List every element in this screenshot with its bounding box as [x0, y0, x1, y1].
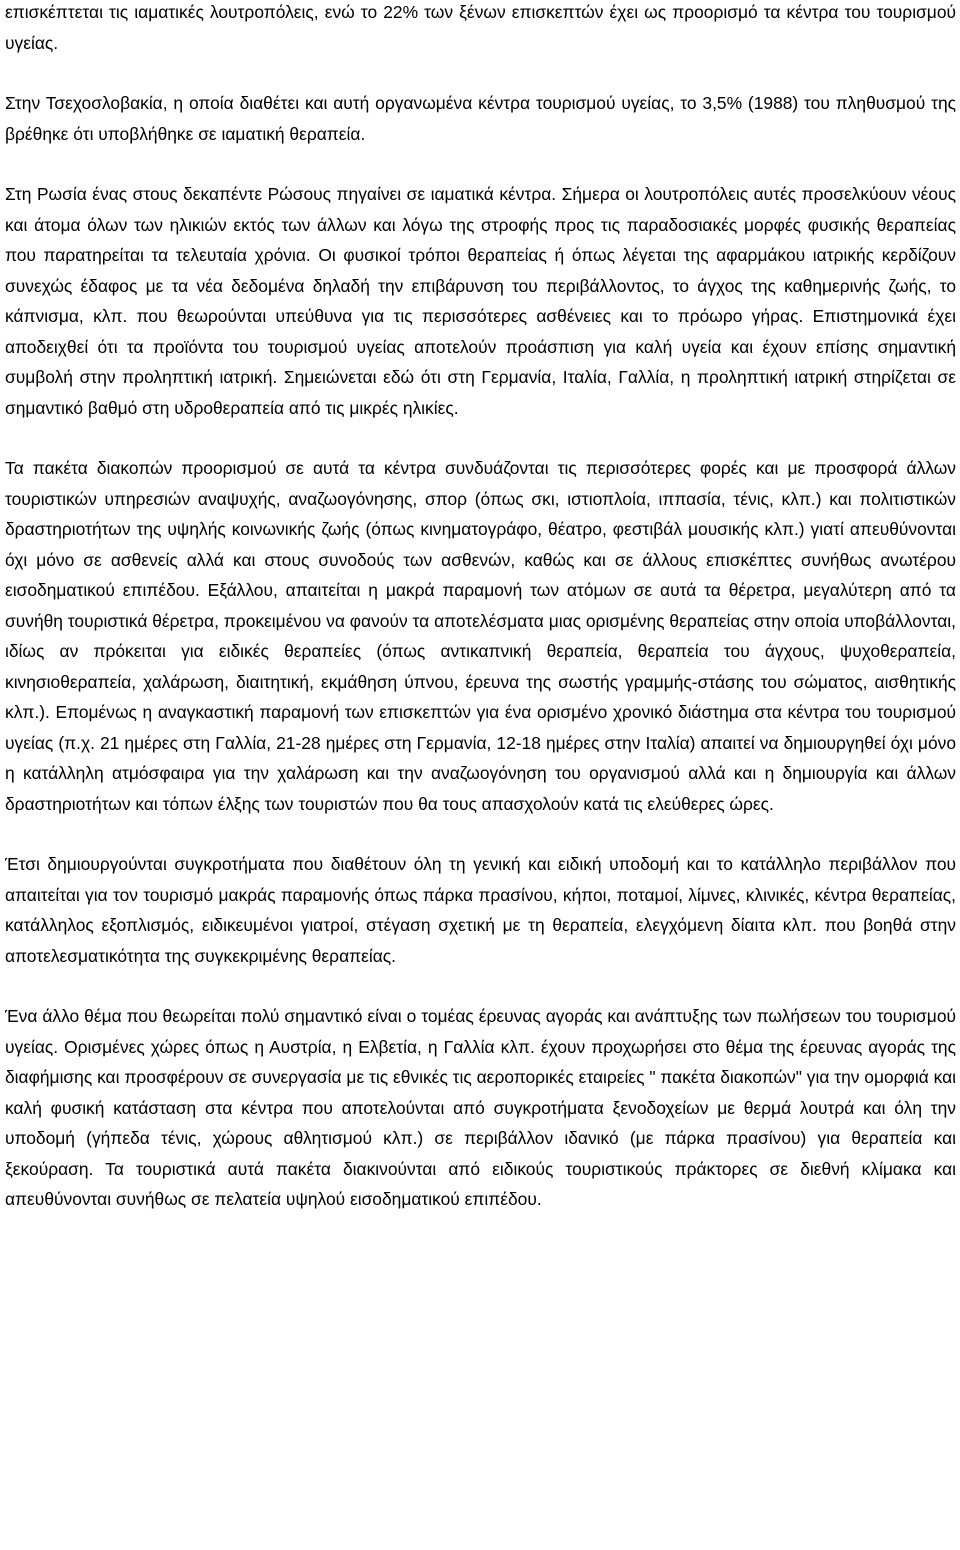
- paragraph-5: Έτσι δημιουργούνται συγκροτήματα που διαθέτουν όλη τη γενική και ειδική υποδομή και το κατάλληλο περιβάλλον που απαιτείται για τον τουρισμό μακράς παραμονής όπως πάρκα πρασίνου, κήποι, ποταμοί, λίμνες, κλινικές, κέντρα θεραπείας, κατάλληλος εξοπλισμός, ειδικευμένοι γιατροί, στέγαση σχετική με τη θεραπεία, ελεγχόμενη δίαιτα κλπ. που βοηθά στην αποτελεσματικότητα της συγκεκριμένης θεραπείας.: [5, 854, 956, 966]
- paragraph-1: επισκέπτεται τις ιαματικές λουτροπόλεις, ενώ το 22% των ξένων επισκεπτών έχει ως προορισμό τα κέντρα του τουρισμού υγείας.: [5, 2, 956, 53]
- paragraph-4: Τα πακέτα διακοπών προορισμού σε αυτά τα κέντρα συνδυάζονται τις περισσότερες φορές και με προσφορά άλλων τουριστικών υπηρεσιών αναψυχής, αναζωογόνησης, σπορ (όπως σκι, ιστιοπλοία, ιππασία, τένις, κλπ.) και πολιτιστικών δραστηριοτήτων της υψηλής κοινωνικής ζωής (όπως κινηματογράφο, θέατρο, φεστιβάλ μουσικής κλπ.) γιατί απευθύνονται όχι μόνο σε ασθενείς αλλά και στους συνοδούς των ασθενών, καθώς και σε άλλους επισκέπτες συνήθως ανωτέρου εισοδηματικού επιπέδου. Εξάλλου, απαιτείται η μακρά παραμονή των ατόμων σε αυτά τα θέρετρα, μεγαλύτερη από τα συνήθη τουριστικά θέρετρα, προκειμένου να φανούν τα αποτελέσματα μιας ορισμένης θεραπείας στην οποία υποβάλλονται, ιδίως αν πρόκειται για ειδικές θεραπείες (όπως αντικαπνική θεραπεία, θεραπεία του άγχους, ψυχοθεραπεία, κινησιοθεραπεία, χαλάρωση, διαιτητική, εκμάθηση ύπνου, έρευνα της σωστής γραμμής-στάσης του σώματος, αισθητικής κλπ.). Επομένως η αναγκαστική παραμονή των επισκεπτών για ένα ορισμένο χρονικό διάστημα στα κέντρα του τουρισμού υγείας (π.χ. 21 ημέρες στη Γαλλία, 21-28 ημέρες στη Γερμανία, 12-18 ημέρες στην Ιταλία) απαιτεί να δημιουργηθεί όχι μόνο η κατάλληλη ατμόσφαιρα για την χαλάρωση και την αναζωογόνηση του οργανισμού αλλά και η δημιουργία και άλλων δραστηριοτήτων και τόπων έλξης των τουριστών που θα τους απασχολούν κατά τις ελεύθερες ώρες.: [5, 458, 956, 814]
- paragraph-3: Στη Ρωσία ένας στους δεκαπέντε Ρώσους πηγαίνει σε ιαματικά κέντρα. Σήμερα οι λουτροπόλεις αυτές προσελκύουν νέους και άτομα όλων των ηλικιών εκτός των άλλων και λόγω της στροφής προς τις παραδοσιακές μορφές φυσικής θεραπείας που παρατηρείται τα τελευταία χρόνια. Οι φυσικοί τρόποι θεραπείας ή όπως λέγεται της αφαρμάκου ιατρικής κερδίζουν συνεχώς έδαφος με τα νέα δεδομένα δηλαδή την επιβάρυνση του περιβάλλοντος, το άγχος της καθημερινής ζωής, το κάπνισμα, κλπ. που θεωρούνται υπεύθυνα για τις περισσότερες ασθένειες και το πρόωρο γήρας. Επιστημονικά έχει αποδειχθεί ότι τα προϊόντα του τουρισμού υγείας αποτελούν προάσπιση για καλή υγεία και έχουν επίσης σημαντική συμβολή στην προληπτική ιατρική. Σημειώνεται εδώ ότι στη Γερμανία, Ιταλία, Γαλλία, η προληπτική ιατρική στηρίζεται σε σημαντικό βαθμό στη υδροθεραπεία από τις μικρές ηλικίες.: [5, 184, 956, 418]
- paragraph-6: Ένα άλλο θέμα που θεωρείται πολύ σημαντικό είναι ο τομέας έρευνας αγοράς και ανάπτυξης των πωλήσεων του τουρισμού υγείας. Ορισμένες χώρες όπως η Αυστρία, η Ελβετία, η Γαλλία κλπ. έχουν προχωρήσει στο θέμα της έρευνας αγοράς της διαφήμισης και προσφέρουν σε συνεργασία με τις εθνικές τις αεροπορικές εταιρείες " πακέτα διακοπών" για την ομορφιά και καλή φυσική κατάσταση στα κέντρα που αποτελούνται από συγκροτήματα ξενοδοχείων με θερμά λουτρά και όλη την υποδομή (γήπεδα τένις, χώρους αθλητισμού κλπ.) σε περιβάλλον ιδανικό (με πάρκα πρασίνου) για θεραπεία και ξεκούραση. Τα τουριστικά αυτά πακέτα διακινούνται από ειδικούς τουριστικούς πράκτορες σε διεθνή κλίμακα και απευθύνονται συνήθως σε πελατεία υψηλού εισοδηματικού επιπέδου.: [5, 1006, 956, 1209]
- paragraph-2: Στην Τσεχοσλοβακία, η οποία διαθέτει και αυτή οργανωμένα κέντρα τουρισμού υγείας, το 3,5% (1988) του πληθυσμού της βρέθηκε ότι υποβλήθηκε σε ιαματική θεραπεία.: [5, 93, 956, 144]
